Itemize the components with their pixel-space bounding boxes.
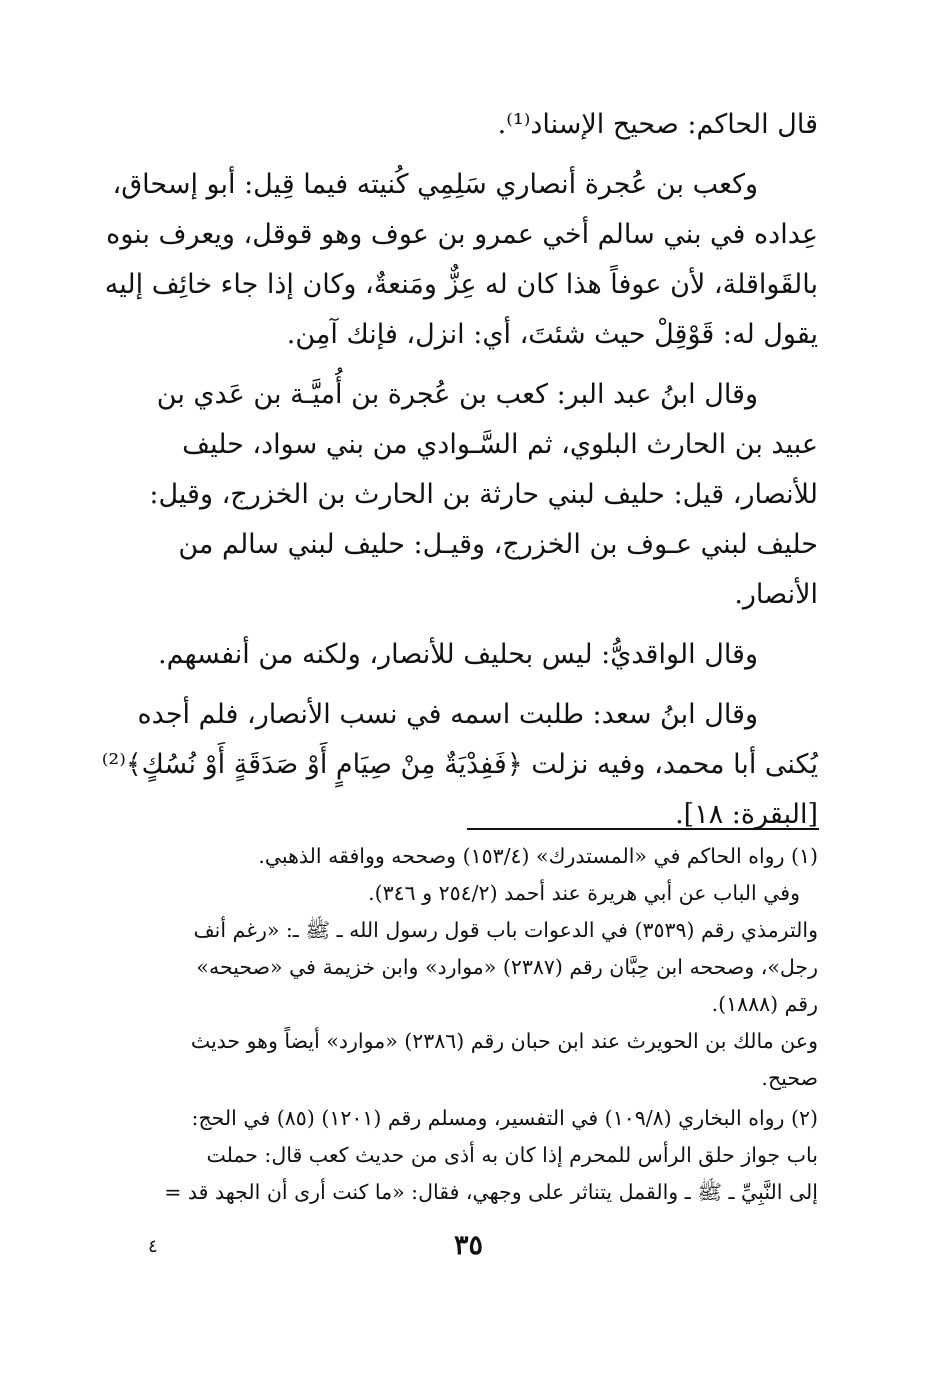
- footnote-line: باب جواز حلق الرأس للمحرم إذا كان به أذى من حديث كعب قال: حملت: [206, 1143, 818, 1167]
- signature-mark: ٤: [148, 1236, 158, 1257]
- text-line: وقال ابنُ سعد: طلبت اسمه في نسب الأنصار، فلم أجده: [137, 699, 758, 730]
- text-line: وقال الواقديُّ: ليس بحليف للأنصار، ولكنه من أنفسهم.: [158, 639, 758, 670]
- text-line: وقال ابنُ عبد البر: كعب بن عُجرة بن أُميَّـة بن عَدي بن: [156, 379, 758, 410]
- footnote-line: (١) رواه الحاكم في «المستدرك» (١٥٣/٤) وصححه ووافقه الذهبي.: [258, 844, 818, 868]
- text-line: يقول له: قَوْقِلْ حيث شئتَ، أي: انزل، فإنك آمِن.: [286, 319, 818, 350]
- text-line: بالقَواقلة، لأن عوفاً هذا كان له عِزٌّ ومَنعةٌ، وكان إذا جاء خائِف إليه: [104, 269, 818, 300]
- footnotes: [118, 838, 818, 1211]
- footnote-separator: [467, 828, 819, 830]
- footnote-line: وفي الباب عن أبي هريرة عند أحمد (٢٥٤/٢ و ٣٤٦).: [368, 881, 800, 905]
- footnote-line: رقم (١٨٨٨).: [711, 992, 818, 1016]
- text-line: يُكنى أبا محمد، وفيه نزلت ﴿فَفِدْيَةٌ مِنْ صِيَامٍ أَوْ صَدَقَةٍ أَوْ نُسُكٍ﴾⁽²⁾: [101, 749, 818, 780]
- footnote-line: رجل»، وصححه ابن حِبَّان رقم (٢٣٨٧) «موارد» وابن خزيمة في «صحيحه»: [196, 955, 818, 979]
- footnote-line: إلى النَّبِيِّ ـ ﷺ ـ والقمل يتناثر على وجهي، فقال: «ما كنت أرى أن الجهد قد =: [164, 1180, 818, 1204]
- text-line: عبيد بن الحارث البلوي، ثم السَّـوادي من بني سواد، حليف: [182, 429, 818, 460]
- text-line: للأنصار، قيل: حليف لبني حارثة بن الحارث بن الخزرج، وقيل:: [149, 479, 818, 510]
- footnote-line: (٢) رواه البخاري (١٠٩/٨) في التفسير، ومسلم رقم (١٢٠١) (٨٥) في الحج:: [191, 1106, 818, 1130]
- footnote-line: والترمذي رقم (٣٥٣٩) في الدعوات باب قول رسول الله ـ ﷺ ـ: «رغم أنف: [193, 918, 818, 942]
- main-text: [101, 100, 818, 840]
- page-number: ٣٥: [453, 1230, 483, 1261]
- text-line: حليف لبني عـوف بن الخزرج، وقيـل: حليف لبني سالم من: [178, 529, 818, 560]
- text-line: عِداده في بني سالم أخي عمرو بن عوف وهو قوقل، ويعرف بنوه: [106, 219, 818, 250]
- text-line: قال الحاكم: صحيح الإسناد⁽¹⁾.: [497, 109, 818, 140]
- text-line: الأنصار.: [734, 579, 818, 610]
- footnote-line: وعن مالك بن الحويرث عند ابن حبان رقم (٢٣٨٦) «موارد» أيضاً وهو حديث: [190, 1029, 818, 1053]
- text-line: وكعب بن عُجرة أنصاري سَلِمِي كُنيته فيما قِيل: أبو إسحاق،: [112, 169, 758, 200]
- footnote-line: صحيح.: [761, 1066, 818, 1090]
- text-line: [البقرة: ١٨].: [675, 799, 818, 830]
